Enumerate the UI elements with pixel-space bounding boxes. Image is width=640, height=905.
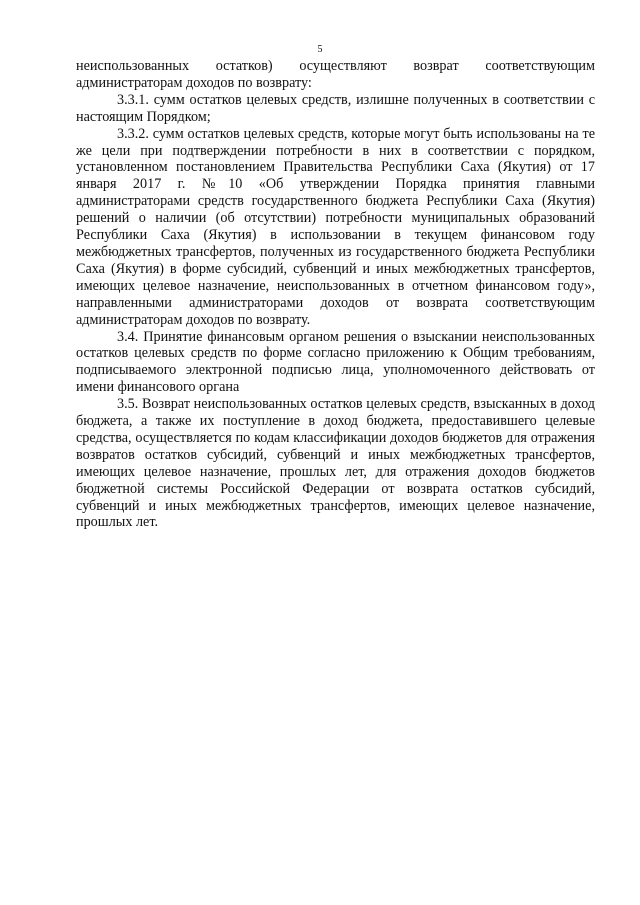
page-number: 5 [317, 44, 323, 55]
paragraph-3-4: 3.4. Принятие финансовым органом решения о взыскании неиспользованных остатков целевых средств по форме согласно приложению к Общим требованиям, подписываемого электронной подписью лица, уполномоченного действовать от имени финансового органа [76, 328, 595, 396]
paragraph-3-3-1: 3.3.1. сумм остатков целевых средств, излишне полученных в соответствии с настоящим Порядком; [76, 91, 595, 125]
paragraph-continuation: неиспользованных остатков) осуществляют возврат соответствующим администраторам доходов по возврату: [76, 58, 595, 91]
paragraph-3-3-2: 3.3.2. сумм остатков целевых средств, которые могут быть использованы на те же цели при подтверждении потребности в них в соответствии с порядком, установленном постановлением Правительства Республики Саха (Якутия) от 17 января 2017 г. №10 «Об утверждении Порядка принятия главными администраторами средств государственного бюджета Республики Саха (Якутия) решений о наличии (об отсутствии) потребности муниципальных образований Республики Саха (Якутия) в использовании в текущем финансовом году межбюджетных трансфертов, полученных из государственного бюджета Республики Саха (Якутия) в форме субсидий, субвенций и иных межбюджетных трансфертов, имеющих целевое назначение, неиспользованных в отчетном финансовом году», направленными администраторами доходов от возврата соответствующим администраторам доходов по возврату. [76, 125, 595, 328]
document-body [76, 58, 595, 531]
paragraph-3-5: 3.5. Возврат неиспользованных остатков целевых средств, взысканных в доход бюджета, а также их поступление в доход бюджета, предоставившего целевые средства, осуществляется по кодам классификации доходов бюджетов для отражения возвратов остатков субсидий, субвенций и иных межбюджетных трансфертов, имеющих целевое назначение, прошлых лет, для отражения доходов бюджетов бюджетной системы Российской Федерации от возврата остатков субсидий, субвенций и иных межбюджетных трансфертов, имеющих целевое назначение, прошлых лет. [76, 396, 595, 531]
